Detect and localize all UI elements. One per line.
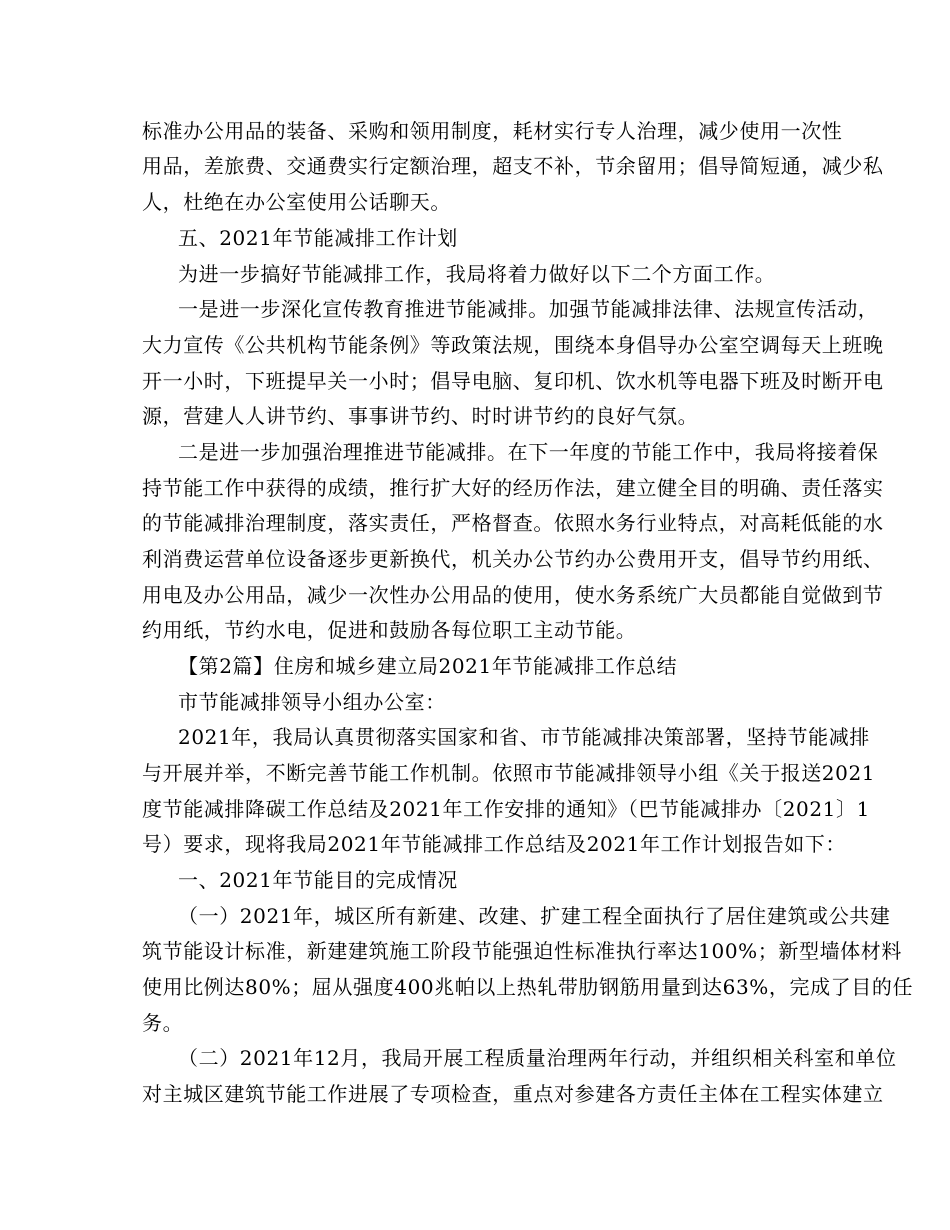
text-line: 为进一步搞好节能减排工作，我局将着力做好以下二个方面工作。: [178, 262, 776, 286]
text-line: 开一小时，下班提早关一小时；倡导电脑、复印机、饮水机等电器下班及时断开电: [142, 369, 884, 393]
section-heading: 一、2021年节能目的完成情况: [178, 868, 458, 892]
text-line: 筑节能设计标准，新建建筑施工阶段节能强迫性标准执行率达100%；新型墙体材料: [142, 939, 902, 963]
text-line: 大力宣传《公共机构节能条例》等政策法规，围绕本身倡导办公室空调每天上班晚: [142, 333, 884, 357]
text-line: 源，营建人人讲节约、事事讲节约、时时讲节约的良好气氛。: [142, 404, 699, 428]
text-line: 对主城区建筑节能工作进展了专项检查，重点对参建各方责任主体在工程实体建立: [142, 1082, 884, 1106]
text-line: 标准办公用品的装备、采购和领用制度，耗材实行专人治理，减少使用一次性: [142, 119, 843, 143]
text-line: 用品，差旅费、交通费实行定额治理，超支不补，节余留用；倡导简短通，减少私: [142, 154, 884, 178]
salutation: 市节能减排领导小组办公室：: [178, 690, 446, 714]
text-line: 利消费运营单位设备逐步更新换代，机关办公节约办公费用开支，倡导节约用纸、: [142, 547, 884, 571]
text-line: 二是进一步加强治理推进节能减排。在下一年度的节能工作中，我局将接着保: [178, 440, 879, 464]
text-line: 持节能工作中获得的成绩，推行扩大好的经历作法，建立健全目的明确、责任落实: [142, 476, 884, 500]
text-line: （一）2021年，城区所有新建、改建、扩建工程全面执行了居住建筑或公共建: [178, 904, 891, 928]
text-line: 使用比例达80%；屈从强度400兆帕以上热轧带肋钢筋用量到达63%，完成了目的任: [142, 975, 914, 999]
text-line: 人，杜绝在办公室使用公话聊天。: [142, 190, 451, 214]
text-line: 度节能减排降碳工作总结及2021年工作安排的通知》（巴节能减排办〔2021〕1: [142, 797, 870, 821]
article-heading: 【第2篇】住房和城乡建立局2021年节能减排工作总结: [178, 654, 678, 678]
text-line: 一是进一步深化宣传教育推进节能减排。加强节能减排法律、法规宣传活动，: [178, 297, 879, 321]
text-line: 约用纸，节约水电，促进和鼓励各每位职工主动节能。: [142, 618, 637, 642]
text-line: 号）要求，现将我局2021年节能减排工作总结及2021年工作计划报告如下：: [142, 832, 846, 856]
text-line: （二）2021年12月，我局开展工程质量治理两年行动，并组织相关科室和单位: [178, 1046, 897, 1070]
section-heading: 五、2021年节能减排工作计划: [178, 226, 458, 250]
text-line: 的节能减排治理制度，落实责任，严格督查。依照水务行业特点，对高耗低能的水: [142, 511, 884, 535]
text-line: 2021年，我局认真贯彻落实国家和省、市节能减排决策部署，坚持节能减排: [178, 725, 870, 749]
text-line: 与开展并举，不断完善节能工作机制。依照市节能减排领导小组《关于报送2021: [142, 761, 876, 785]
text-line: 用电及办公用品，减少一次性办公用品的使用，使水务系统广大员都能自觉做到节: [142, 583, 884, 607]
text-line: 务。: [142, 1011, 184, 1035]
